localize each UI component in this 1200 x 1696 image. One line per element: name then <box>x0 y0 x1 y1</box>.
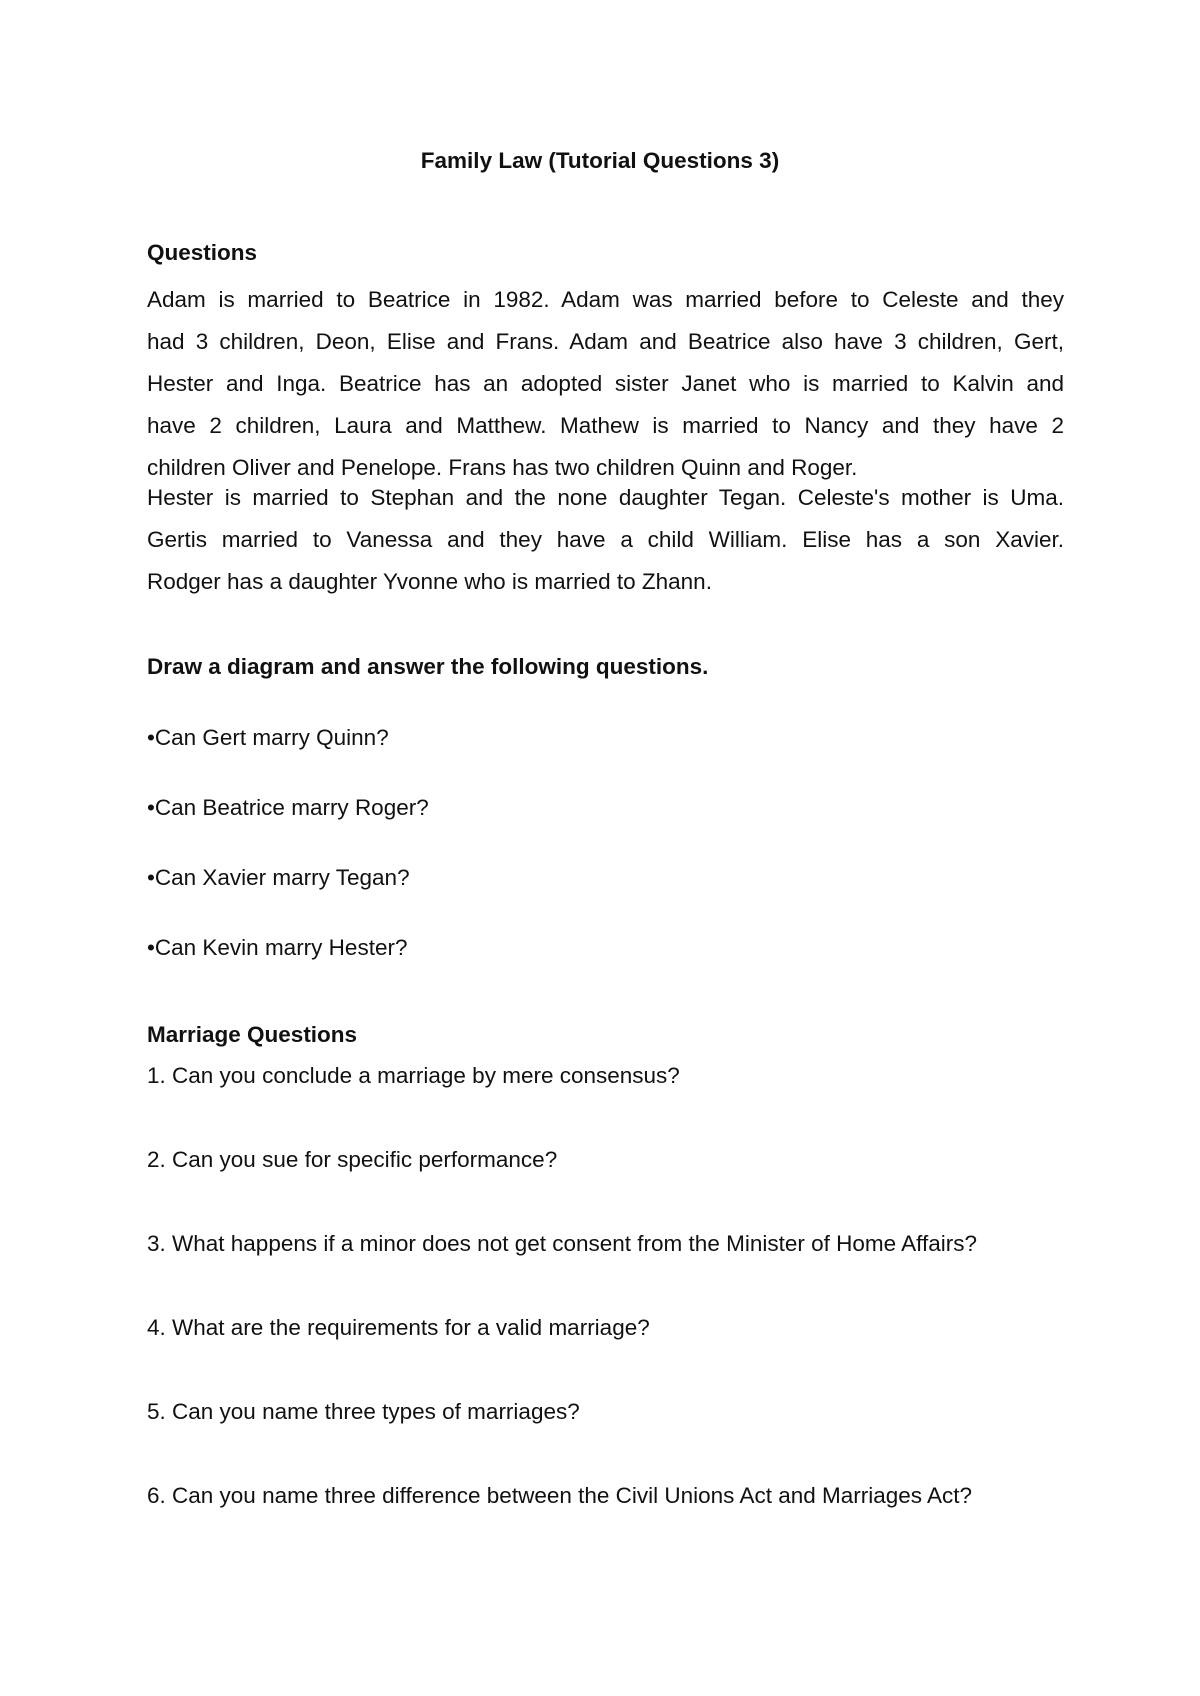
marriage-question: 1. Can you conclude a marriage by mere consensus? <box>147 1063 680 1088</box>
marriage-question: 3. What happens if a minor does not get consent from the Minister of Home Affairs? <box>147 1231 978 1256</box>
scenario-line: had 3 children, Deon, Elise and Frans. Adam and Beatrice also have 3 children, Gert, <box>147 329 1064 354</box>
bullet-question: •Can Gert marry Quinn? <box>147 725 389 750</box>
scenario-line: have 2 children, Laura and Matthew. Mathew is married to Nancy and they have 2 <box>147 413 1064 438</box>
scenario-line: Rodger has a daughter Yvonne who is married to Zhann. <box>147 569 712 594</box>
scenario-line: children Oliver and Penelope. Frans has two children Quinn and Roger. <box>147 455 858 480</box>
marriage-question: 6. Can you name three difference between the Civil Unions Act and Marriages Act? <box>147 1483 973 1508</box>
scenario-line: Adam is married to Beatrice in 1982. Adam was married before to Celeste and they <box>147 287 1064 312</box>
scenario-line: Gertis married to Vanessa and they have a child William. Elise has a son Xavier. <box>147 527 1064 552</box>
scenario-line: Hester is married to Stephan and the none daughter Tegan. Celeste's mother is Uma. <box>147 485 1064 510</box>
marriage-question: 4. What are the requirements for a valid marriage? <box>147 1315 650 1340</box>
bullet-question: •Can Kevin marry Hester? <box>147 935 408 960</box>
questions-heading: Questions <box>147 240 258 265</box>
bullet-question: •Can Xavier marry Tegan? <box>147 865 410 890</box>
document-title: Family Law (Tutorial Questions 3) <box>420 148 780 173</box>
bullet-question: •Can Beatrice marry Roger? <box>147 795 429 820</box>
marriage-question: 2. Can you sue for specific performance? <box>147 1147 558 1172</box>
marriage-questions-heading: Marriage Questions <box>147 1022 358 1047</box>
marriage-question: 5. Can you name three types of marriages? <box>147 1399 580 1424</box>
scenario-paragraph <box>147 279 1064 603</box>
diagram-heading: Draw a diagram and answer the following questions. <box>147 654 709 679</box>
scenario-line: Hester and Inga. Beatrice has an adopted sister Janet who is married to Kalvin and <box>147 371 1064 396</box>
